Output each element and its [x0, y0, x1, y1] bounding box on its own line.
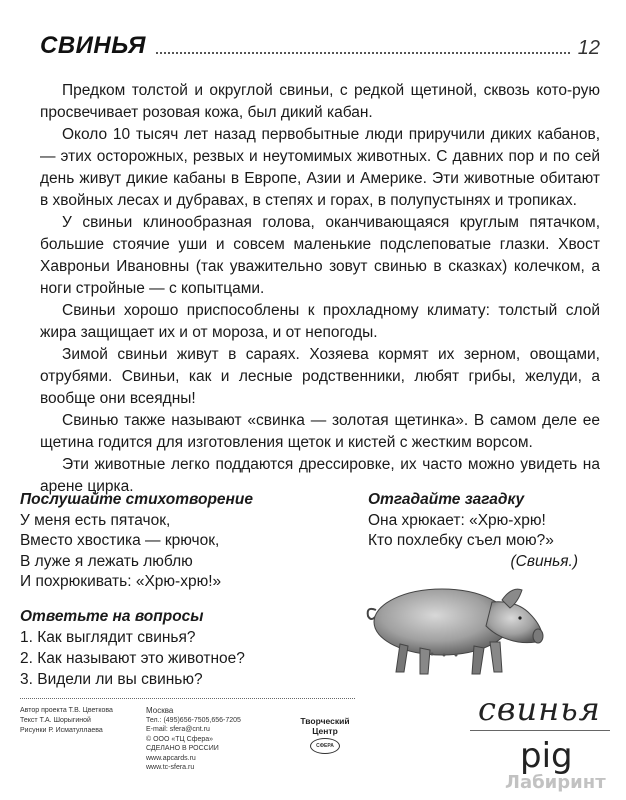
paragraph: У свиньи клинообразная голова, оканчивающаяся круглым пятачком, большие стоячие уши и совсем маленькие подслеповатые глазки. Хвост Хавроньи Ивановны (так уважительно зовут свинью в сказках) колечком, а ноги стройные — с копытцами. [40, 214, 600, 297]
article-body [40, 80, 600, 498]
credit-line: Автор проекта Т.В. Цветкова [20, 707, 113, 714]
questions-title: Ответьте на вопросы [20, 608, 204, 625]
poem-line: Вместо хвостика — крючок, [20, 532, 220, 549]
publisher-line: E-mail: sfera@cnt.ru [146, 726, 210, 733]
riddle-line: Она хрюкает: «Хрю-хрю! [368, 511, 546, 529]
credit-line: Рисунки Р. Исматуллаева [20, 727, 103, 734]
credits [20, 706, 113, 736]
question-item: 1. Как выглядит свинья? [20, 629, 196, 646]
paragraph: Свинью также называют «свинка — золотая щетинка». В самом деле ее щетина годится для изготовления щеток и кистей с жестким ворсом. [40, 412, 600, 451]
poem-title: Послушайте стихотворение [20, 491, 254, 508]
footer-divider [20, 698, 355, 699]
paragraph: Около 10 тысяч лет назад первобытные люди приручили диких кабанов, — этих осторожных, резвых и неутомимых животных. С давних пор и по сей день живут дикие кабаны в Европе, Азии и Америке. Эти животные обитают в хвойных лесах и дубравах, в степях и горах, в полупустынях и тропиках. [40, 126, 600, 209]
word-underline [470, 730, 610, 731]
publisher-logo [285, 716, 365, 768]
publisher-line: www.tc-sfera.ru [146, 764, 195, 771]
questions-section [20, 606, 350, 690]
page-header [40, 30, 600, 60]
pig-illustration [362, 572, 552, 682]
publisher-line: © ООО «ТЦ Сфера» [146, 735, 214, 743]
publisher-info [146, 706, 241, 773]
riddle-answer: (Свинья.) [510, 552, 578, 570]
poem-line: В луже я лежать люблю [20, 552, 193, 570]
page-title: СВИНЬЯ [40, 32, 146, 59]
riddle-section [368, 490, 608, 572]
sfera-logo-icon: СФЕРА [310, 738, 340, 754]
publisher-city: Москва [146, 706, 174, 715]
paragraph: Зимой свиньи живут в сараях. Хозяева кормят их зерном, овощами, отрубями. Свиньи, как и лесные родственники, любят грибы, желуди, а вообще они всеядны! [40, 346, 600, 407]
publisher-line: СДЕЛАНО В РОССИИ [146, 745, 219, 752]
paragraph: Предком толстой и округлой свиньи, с редкой щетиной, сквозь кото-рую просвечивает розовая кожа, был дикий кабан. [40, 82, 600, 121]
poem-section [20, 490, 350, 593]
dotted-leader [156, 52, 570, 54]
logo-line: Центр [312, 726, 338, 736]
question-item: 2. Как называют это животное? [20, 650, 245, 667]
watermark: Лабиринт [505, 772, 606, 793]
credit-line: Текст Т.А. Шорыгиной [20, 717, 91, 724]
publisher-line: www.apcards.ru [146, 754, 196, 762]
english-word: pig [520, 736, 573, 776]
publisher-line: Тел.: (495)656-7505,656-7205 [146, 716, 241, 724]
poem-line: У меня есть пятачок, [20, 511, 171, 529]
riddle-line: Кто похлебку съел мою?» [368, 532, 554, 549]
paragraph: Свиньи хорошо приспособлены к прохладному климату: толстый слой жира защищает их и от мороза, и от непогоды. [40, 302, 600, 341]
riddle-title: Отгадайте загадку [368, 491, 525, 508]
page-number: 12 [577, 37, 600, 59]
question-item: 3. Видели ли вы свинью? [20, 671, 203, 688]
logo-line: Творческий [300, 716, 350, 726]
paragraph: Эти животные легко поддаются дрессировке, их часто можно увидеть на арене цирка. [40, 456, 600, 495]
russian-word: свинья [478, 690, 601, 728]
poem-line: И похрюкивать: «Хрю-хрю!» [20, 573, 222, 590]
